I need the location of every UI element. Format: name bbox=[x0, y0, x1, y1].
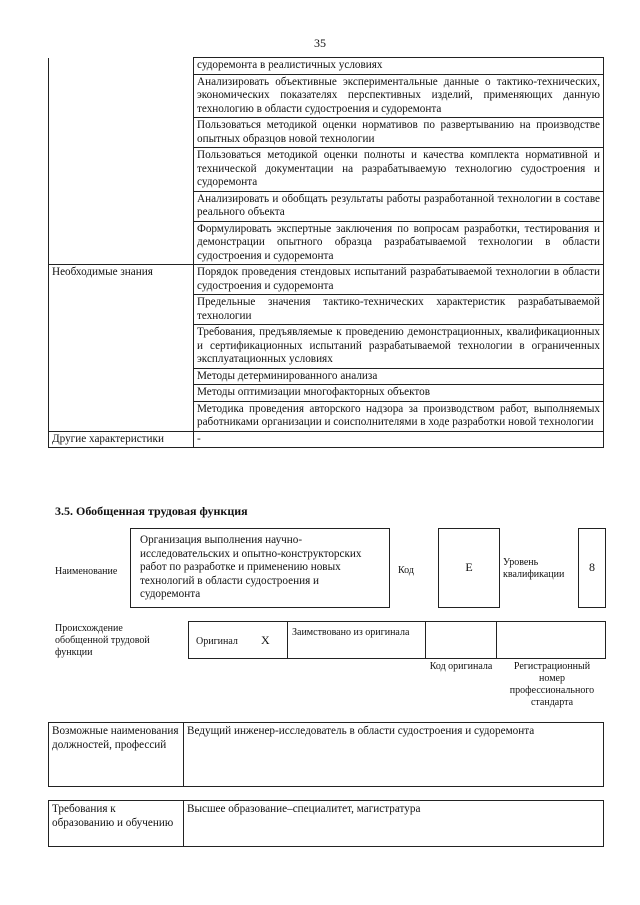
table-row bbox=[49, 368, 604, 385]
table-row bbox=[49, 148, 604, 192]
row-label bbox=[49, 221, 194, 265]
row-text: Методика проведения авторского надзора за производством работ, выполняемых работниками организации и соисполнителями в ходе разработки новой технологии bbox=[194, 401, 604, 431]
row-text: Требования, предъявляемые к проведению демонстрационных, квалификационных и сертификационных испытаний разрабатываемой технологии в ограниченных эксплуатационных условиях bbox=[194, 325, 604, 369]
code-value: E bbox=[465, 560, 473, 574]
row-text: Формулировать экспертные заключения по вопросам разработки, тестирования и демонстрации опытного образца разрабатываемой технологии в области судостроения и судоремонта bbox=[194, 221, 604, 265]
section-title: 3.5. Обобщенная трудовая функция bbox=[55, 504, 248, 518]
row-label: Необходимые знания bbox=[49, 265, 194, 295]
education-value: Высшее образование–специалитет, магистратура bbox=[184, 801, 604, 847]
education-table bbox=[48, 800, 604, 847]
origin-label: Происхождение обобщенной трудовой функции bbox=[55, 623, 150, 658]
level-label: Уровень квалификации bbox=[503, 557, 565, 580]
table-row bbox=[49, 431, 604, 448]
original-label: Оригинал bbox=[196, 636, 238, 647]
page-number: 35 bbox=[314, 36, 326, 50]
row-label bbox=[49, 191, 194, 221]
row-text: Предельные значения тактико-технических характеристик разрабатываемой технологии bbox=[194, 295, 604, 325]
row-label bbox=[49, 401, 194, 431]
level-value-box bbox=[578, 528, 606, 608]
code-original-label: Код оригинала bbox=[429, 661, 493, 672]
positions-value: Ведущий инженер-исследователь в области судостроения и судоремонта bbox=[184, 723, 604, 787]
code-original-cell bbox=[425, 621, 497, 659]
row-label bbox=[49, 58, 194, 75]
row-label bbox=[49, 368, 194, 385]
reg-number-label: Регистрационный номер профессионального стандарта bbox=[509, 661, 595, 708]
row-text: Пользоваться методикой оценки нормативов по развертыванию на производстве опытных образцов новой технологии bbox=[194, 118, 604, 148]
table-row bbox=[49, 74, 604, 118]
original-mark: X bbox=[261, 633, 270, 647]
row-text: Анализировать и обобщать результаты работы разработанной технологии в составе реального объекта bbox=[194, 191, 604, 221]
level-value: 8 bbox=[589, 560, 595, 574]
education-label: Требования к образованию и обучению bbox=[49, 801, 184, 847]
positions-label: Возможные наименования должностей, профессий bbox=[49, 723, 184, 787]
code-label: Код bbox=[398, 565, 414, 576]
table-row bbox=[49, 118, 604, 148]
row-text: Анализировать объективные экспериментальные данные о тактико-технических, экономических показателях перспективных изделий, применяющих данную технологию в области судостроения и судоремонта bbox=[194, 74, 604, 118]
row-text: Методы оптимизации многофакторных объектов bbox=[194, 385, 604, 402]
row-text: - bbox=[194, 431, 604, 448]
name-label: Наименование bbox=[55, 566, 118, 577]
row-label bbox=[49, 118, 194, 148]
row-text: Порядок проведения стендовых испытаний разрабатываемой технологии в области судостроения и судоремонта bbox=[194, 265, 604, 295]
name-value: Организация выполнения научно-исследовательских и опытно-конструкторских работ по разработке и применению новых технологий в области судостроения и судоремонта bbox=[140, 534, 362, 600]
name-value-box bbox=[130, 528, 390, 608]
table-row bbox=[49, 58, 604, 75]
skills-knowledge-table bbox=[48, 57, 604, 448]
table-row bbox=[49, 191, 604, 221]
row-label bbox=[49, 385, 194, 402]
code-value-box bbox=[438, 528, 500, 608]
row-label bbox=[49, 148, 194, 192]
borrowed-label: Заимствовано из оригинала bbox=[292, 627, 410, 638]
row-label bbox=[49, 325, 194, 369]
table-row bbox=[49, 265, 604, 295]
table-row bbox=[49, 401, 604, 431]
row-label bbox=[49, 74, 194, 118]
row-label: Другие характеристики bbox=[49, 431, 194, 448]
row-text: Пользоваться методикой оценки полноты и качества комплекта нормативной и технической документации на разрабатываемую технологию судостроения и судоремонта bbox=[194, 148, 604, 192]
table-row bbox=[49, 221, 604, 265]
table-row bbox=[49, 385, 604, 402]
table-row bbox=[49, 325, 604, 369]
positions-table bbox=[48, 722, 604, 787]
row-text: судоремонта в реалистичных условиях bbox=[194, 58, 604, 75]
row-label bbox=[49, 295, 194, 325]
table-row bbox=[49, 295, 604, 325]
row-text: Методы детерминированного анализа bbox=[194, 368, 604, 385]
